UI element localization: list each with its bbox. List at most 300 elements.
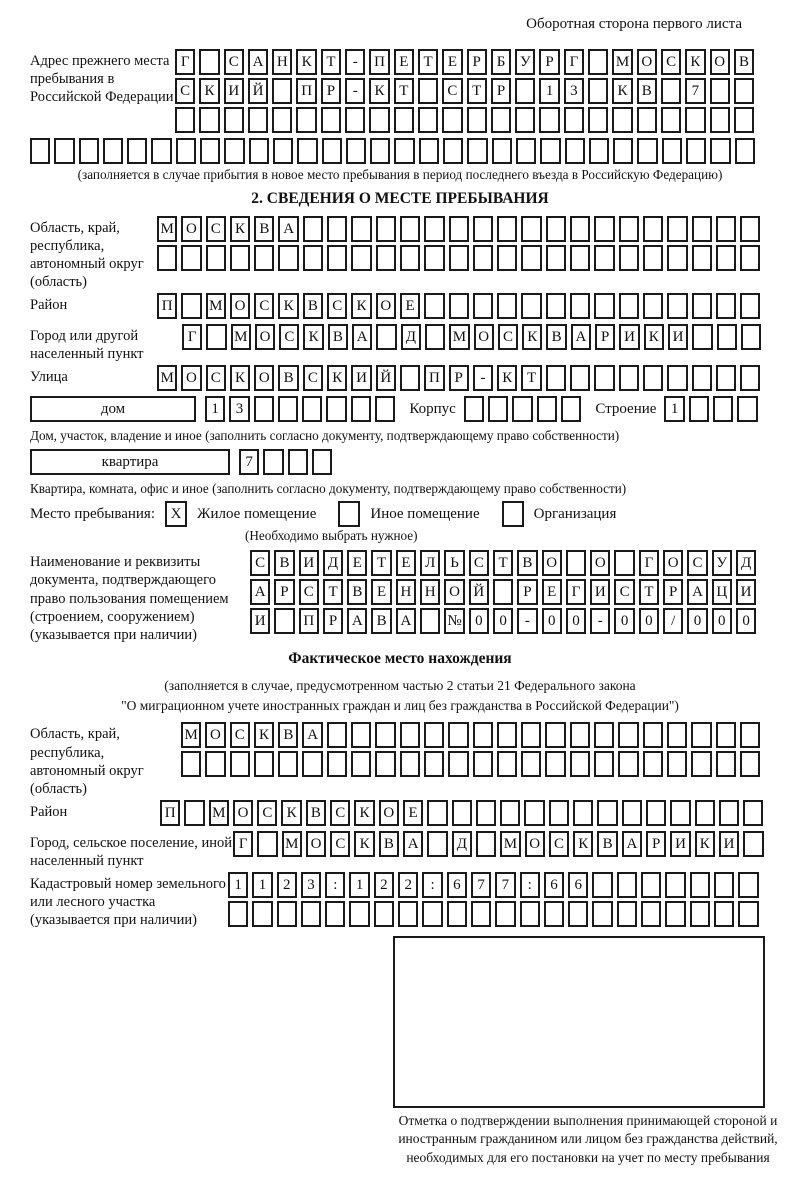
char-box[interactable] — [497, 245, 517, 271]
char-box[interactable]: С — [687, 550, 707, 576]
char-box[interactable] — [346, 138, 366, 164]
char-box[interactable]: Г — [564, 49, 584, 75]
char-box[interactable] — [370, 138, 390, 164]
char-box[interactable]: В — [274, 550, 294, 576]
char-box[interactable]: О — [444, 579, 464, 605]
char-box[interactable]: Р — [663, 579, 683, 605]
char-box[interactable] — [157, 245, 177, 271]
char-box[interactable] — [594, 293, 614, 319]
char-box[interactable]: С — [206, 216, 226, 242]
char-box[interactable] — [667, 722, 687, 748]
char-box[interactable] — [740, 245, 760, 271]
char-box[interactable]: В — [597, 831, 617, 857]
char-box[interactable] — [686, 138, 706, 164]
char-box[interactable]: П — [369, 49, 389, 75]
char-box[interactable]: 0 — [687, 608, 707, 634]
char-box[interactable]: О — [710, 49, 730, 75]
char-box[interactable]: В — [371, 608, 391, 634]
char-box[interactable] — [443, 138, 463, 164]
char-box[interactable] — [500, 800, 520, 826]
char-box[interactable]: О — [255, 324, 275, 350]
char-box[interactable] — [400, 245, 420, 271]
char-box[interactable] — [592, 901, 612, 927]
char-box[interactable] — [327, 216, 347, 242]
char-box[interactable] — [488, 396, 508, 422]
char-box[interactable] — [521, 722, 541, 748]
char-box[interactable] — [272, 78, 292, 104]
char-box[interactable] — [737, 396, 757, 422]
char-box[interactable]: С — [230, 722, 250, 748]
char-box[interactable]: 1 — [349, 872, 369, 898]
char-box[interactable]: Т — [371, 550, 391, 576]
char-box[interactable] — [224, 138, 244, 164]
char-box[interactable] — [288, 449, 308, 475]
char-box[interactable]: Е — [542, 579, 562, 605]
char-box[interactable]: 6 — [447, 872, 467, 898]
char-box[interactable]: М — [500, 831, 520, 857]
char-box[interactable] — [249, 138, 269, 164]
char-box[interactable] — [400, 216, 420, 242]
char-box[interactable]: Р — [491, 78, 511, 104]
char-box[interactable] — [734, 107, 754, 133]
char-box[interactable]: Е — [347, 550, 367, 576]
char-box[interactable]: 1 — [228, 872, 248, 898]
char-box[interactable] — [230, 245, 250, 271]
char-box[interactable]: А — [347, 608, 367, 634]
char-box[interactable] — [570, 216, 590, 242]
char-box[interactable]: П — [160, 800, 180, 826]
char-box[interactable]: О — [376, 293, 396, 319]
char-box[interactable]: Н — [420, 579, 440, 605]
char-box[interactable] — [497, 293, 517, 319]
char-box[interactable]: 7 — [239, 449, 259, 475]
char-box[interactable] — [710, 138, 730, 164]
char-box[interactable]: В — [278, 365, 298, 391]
char-box[interactable]: С — [299, 579, 319, 605]
char-box[interactable]: О — [590, 550, 610, 576]
char-box[interactable] — [272, 107, 292, 133]
char-box[interactable]: К — [278, 293, 298, 319]
char-box[interactable]: М — [181, 722, 201, 748]
char-box[interactable] — [661, 107, 681, 133]
char-box[interactable] — [321, 107, 341, 133]
char-box[interactable] — [449, 216, 469, 242]
char-box[interactable] — [561, 396, 581, 422]
char-box[interactable] — [661, 78, 681, 104]
char-box[interactable] — [716, 245, 736, 271]
char-box[interactable]: М — [209, 800, 229, 826]
char-box[interactable]: 0 — [469, 608, 489, 634]
char-box[interactable]: М — [449, 324, 469, 350]
char-box[interactable]: К — [230, 216, 250, 242]
char-box[interactable]: Л — [420, 550, 440, 576]
char-box[interactable]: 3 — [229, 396, 249, 422]
char-box[interactable] — [546, 365, 566, 391]
char-box[interactable]: 6 — [568, 872, 588, 898]
char-box[interactable]: С — [327, 293, 347, 319]
char-box[interactable] — [54, 138, 74, 164]
char-box[interactable] — [349, 901, 369, 927]
char-box[interactable] — [473, 722, 493, 748]
char-box[interactable] — [345, 107, 365, 133]
char-box[interactable]: О — [181, 365, 201, 391]
char-box[interactable] — [181, 751, 201, 777]
char-box[interactable] — [524, 800, 544, 826]
char-box[interactable] — [206, 245, 226, 271]
char-box[interactable]: К — [522, 324, 542, 350]
char-box[interactable] — [544, 901, 564, 927]
house-type-box[interactable]: дом — [30, 396, 196, 422]
char-box[interactable] — [515, 107, 535, 133]
char-box[interactable]: И — [224, 78, 244, 104]
char-box[interactable] — [278, 245, 298, 271]
char-box[interactable] — [257, 831, 277, 857]
char-box[interactable]: М — [282, 831, 302, 857]
char-box[interactable] — [716, 722, 736, 748]
char-box[interactable] — [302, 396, 322, 422]
char-box[interactable] — [520, 901, 540, 927]
char-box[interactable]: И — [299, 550, 319, 576]
char-box[interactable] — [248, 107, 268, 133]
char-box[interactable]: О — [525, 831, 545, 857]
char-box[interactable] — [254, 751, 274, 777]
char-box[interactable]: Р — [467, 49, 487, 75]
char-box[interactable] — [424, 216, 444, 242]
char-box[interactable] — [594, 751, 614, 777]
char-box[interactable] — [692, 365, 712, 391]
char-box[interactable] — [740, 751, 760, 777]
char-box[interactable] — [594, 365, 614, 391]
char-box[interactable]: В — [306, 800, 326, 826]
char-box[interactable] — [127, 138, 147, 164]
char-box[interactable] — [667, 365, 687, 391]
char-box[interactable]: Н — [272, 49, 292, 75]
char-box[interactable] — [351, 722, 371, 748]
char-box[interactable]: Т — [418, 49, 438, 75]
char-box[interactable]: С — [257, 800, 277, 826]
char-box[interactable] — [521, 293, 541, 319]
char-box[interactable] — [564, 107, 584, 133]
char-box[interactable] — [691, 722, 711, 748]
char-box[interactable]: Т — [493, 550, 513, 576]
char-box[interactable] — [473, 245, 493, 271]
char-box[interactable]: Е — [394, 49, 414, 75]
char-box[interactable]: Г — [566, 579, 586, 605]
char-box[interactable] — [351, 245, 371, 271]
char-box[interactable] — [420, 608, 440, 634]
char-box[interactable]: С — [250, 550, 270, 576]
char-box[interactable] — [643, 365, 663, 391]
char-box[interactable]: О — [306, 831, 326, 857]
char-box[interactable]: Т — [323, 579, 343, 605]
char-box[interactable]: А — [278, 216, 298, 242]
char-box[interactable] — [448, 751, 468, 777]
char-box[interactable] — [565, 138, 585, 164]
char-box[interactable] — [516, 138, 536, 164]
char-box[interactable] — [549, 800, 569, 826]
char-box[interactable] — [301, 901, 321, 927]
char-box[interactable] — [646, 800, 666, 826]
char-box[interactable] — [573, 800, 593, 826]
char-box[interactable]: В — [734, 49, 754, 75]
char-box[interactable] — [710, 78, 730, 104]
char-box[interactable] — [714, 901, 734, 927]
char-box[interactable] — [570, 245, 590, 271]
char-box[interactable] — [670, 800, 690, 826]
char-box[interactable]: О — [474, 324, 494, 350]
char-box[interactable] — [464, 396, 484, 422]
char-box[interactable] — [594, 216, 614, 242]
char-box[interactable] — [743, 831, 763, 857]
char-box[interactable] — [719, 800, 739, 826]
char-box[interactable] — [546, 245, 566, 271]
char-box[interactable] — [278, 396, 298, 422]
char-box[interactable] — [199, 49, 219, 75]
char-box[interactable] — [325, 901, 345, 927]
char-box[interactable]: Б — [491, 49, 511, 75]
char-box[interactable] — [351, 216, 371, 242]
char-box[interactable] — [327, 751, 347, 777]
char-box[interactable] — [618, 722, 638, 748]
char-box[interactable] — [695, 800, 715, 826]
char-box[interactable]: В — [379, 831, 399, 857]
char-box[interactable]: В — [347, 579, 367, 605]
char-box[interactable] — [473, 216, 493, 242]
checkbox-organizaciya[interactable] — [502, 501, 524, 527]
char-box[interactable]: К — [281, 800, 301, 826]
char-box[interactable] — [738, 901, 758, 927]
char-box[interactable] — [714, 872, 734, 898]
char-box[interactable]: 0 — [736, 608, 756, 634]
char-box[interactable]: И — [719, 831, 739, 857]
char-box[interactable]: К — [695, 831, 715, 857]
char-box[interactable] — [617, 872, 637, 898]
char-box[interactable]: А — [622, 831, 642, 857]
char-box[interactable]: М — [231, 324, 251, 350]
char-box[interactable]: И — [670, 831, 690, 857]
char-box[interactable] — [643, 751, 663, 777]
char-box[interactable]: Г — [175, 49, 195, 75]
char-box[interactable]: Е — [442, 49, 462, 75]
char-box[interactable] — [710, 107, 730, 133]
char-box[interactable] — [422, 901, 442, 927]
char-box[interactable]: С — [469, 550, 489, 576]
char-box[interactable]: В — [328, 324, 348, 350]
char-box[interactable] — [424, 722, 444, 748]
char-box[interactable] — [476, 831, 496, 857]
char-box[interactable] — [400, 365, 420, 391]
char-box[interactable] — [570, 751, 590, 777]
char-box[interactable] — [322, 138, 342, 164]
char-box[interactable] — [667, 751, 687, 777]
char-box[interactable] — [442, 107, 462, 133]
char-box[interactable] — [491, 107, 511, 133]
char-box[interactable] — [351, 396, 371, 422]
char-box[interactable] — [545, 722, 565, 748]
char-box[interactable] — [278, 751, 298, 777]
char-box[interactable] — [738, 872, 758, 898]
char-box[interactable]: К — [327, 365, 347, 391]
char-box[interactable]: 7 — [471, 872, 491, 898]
char-box[interactable] — [667, 216, 687, 242]
char-box[interactable] — [424, 245, 444, 271]
char-box[interactable]: О — [637, 49, 657, 75]
char-box[interactable]: Р — [539, 49, 559, 75]
char-box[interactable]: - — [345, 49, 365, 75]
apartment-type-box[interactable]: квартира — [30, 449, 230, 475]
char-box[interactable]: К — [685, 49, 705, 75]
char-box[interactable]: О — [230, 293, 250, 319]
char-box[interactable]: С — [549, 831, 569, 857]
char-box[interactable] — [597, 800, 617, 826]
char-box[interactable] — [327, 245, 347, 271]
char-box[interactable] — [424, 751, 444, 777]
char-box[interactable]: : — [325, 872, 345, 898]
char-box[interactable] — [740, 722, 760, 748]
char-box[interactable]: Й — [376, 365, 396, 391]
char-box[interactable]: Г — [182, 324, 202, 350]
char-box[interactable] — [418, 107, 438, 133]
char-box[interactable]: Д — [401, 324, 421, 350]
char-box[interactable] — [376, 216, 396, 242]
char-box[interactable] — [637, 107, 657, 133]
char-box[interactable]: Й — [248, 78, 268, 104]
char-box[interactable]: К — [612, 78, 632, 104]
char-box[interactable]: О — [663, 550, 683, 576]
char-box[interactable]: В — [637, 78, 657, 104]
char-box[interactable] — [619, 293, 639, 319]
char-box[interactable]: - — [473, 365, 493, 391]
char-box[interactable]: О — [205, 722, 225, 748]
char-box[interactable]: К — [644, 324, 664, 350]
char-box[interactable] — [685, 107, 705, 133]
char-box[interactable]: 0 — [566, 608, 586, 634]
char-box[interactable] — [692, 245, 712, 271]
char-box[interactable]: К — [369, 78, 389, 104]
char-box[interactable]: Д — [736, 550, 756, 576]
char-box[interactable] — [351, 751, 371, 777]
char-box[interactable]: И — [619, 324, 639, 350]
char-box[interactable] — [200, 138, 220, 164]
char-box[interactable] — [643, 216, 663, 242]
char-box[interactable] — [537, 396, 557, 422]
char-box[interactable]: И — [668, 324, 688, 350]
char-box[interactable] — [741, 324, 761, 350]
char-box[interactable]: К — [230, 365, 250, 391]
char-box[interactable]: К — [354, 800, 374, 826]
char-box[interactable]: В — [517, 550, 537, 576]
char-box[interactable] — [692, 216, 712, 242]
char-box[interactable] — [277, 901, 297, 927]
char-box[interactable] — [665, 872, 685, 898]
char-box[interactable]: К — [351, 293, 371, 319]
char-box[interactable] — [447, 901, 467, 927]
char-box[interactable]: 2 — [398, 872, 418, 898]
char-box[interactable] — [425, 324, 445, 350]
char-box[interactable] — [273, 138, 293, 164]
char-box[interactable]: Е — [403, 800, 423, 826]
char-box[interactable]: И — [736, 579, 756, 605]
char-box[interactable] — [521, 245, 541, 271]
char-box[interactable] — [716, 216, 736, 242]
char-box[interactable]: П — [299, 608, 319, 634]
char-box[interactable] — [175, 107, 195, 133]
char-box[interactable] — [734, 78, 754, 104]
char-box[interactable] — [398, 901, 418, 927]
char-box[interactable]: С — [661, 49, 681, 75]
char-box[interactable]: М — [206, 293, 226, 319]
char-box[interactable] — [740, 293, 760, 319]
char-box[interactable]: П — [157, 293, 177, 319]
char-box[interactable] — [689, 396, 709, 422]
char-box[interactable] — [497, 751, 517, 777]
char-box[interactable] — [622, 800, 642, 826]
char-box[interactable]: В — [303, 293, 323, 319]
char-box[interactable] — [254, 245, 274, 271]
char-box[interactable]: А — [687, 579, 707, 605]
char-box[interactable]: К — [296, 49, 316, 75]
char-box[interactable] — [327, 722, 347, 748]
char-box[interactable]: 3 — [301, 872, 321, 898]
char-box[interactable]: А — [250, 579, 270, 605]
char-box[interactable] — [467, 138, 487, 164]
char-box[interactable] — [467, 107, 487, 133]
char-box[interactable]: 0 — [614, 608, 634, 634]
char-box[interactable]: 1 — [205, 396, 225, 422]
char-box[interactable] — [568, 901, 588, 927]
char-box[interactable]: И — [590, 579, 610, 605]
char-box[interactable]: 1 — [664, 396, 684, 422]
char-box[interactable] — [228, 901, 248, 927]
char-box[interactable] — [619, 216, 639, 242]
char-box[interactable]: Й — [469, 579, 489, 605]
char-box[interactable]: Е — [396, 550, 416, 576]
char-box[interactable] — [570, 722, 590, 748]
char-box[interactable] — [619, 365, 639, 391]
char-box[interactable]: С — [498, 324, 518, 350]
char-box[interactable]: В — [278, 722, 298, 748]
char-box[interactable]: К — [254, 722, 274, 748]
char-box[interactable] — [588, 107, 608, 133]
char-box[interactable]: Г — [639, 550, 659, 576]
char-box[interactable] — [690, 872, 710, 898]
char-box[interactable]: А — [396, 608, 416, 634]
char-box[interactable]: - — [345, 78, 365, 104]
char-box[interactable] — [297, 138, 317, 164]
char-box[interactable]: К — [354, 831, 374, 857]
char-box[interactable] — [643, 245, 663, 271]
char-box[interactable] — [546, 293, 566, 319]
char-box[interactable] — [492, 138, 512, 164]
char-box[interactable] — [643, 293, 663, 319]
char-box[interactable]: У — [515, 49, 535, 75]
char-box[interactable] — [566, 550, 586, 576]
char-box[interactable] — [176, 138, 196, 164]
char-box[interactable]: У — [712, 550, 732, 576]
char-box[interactable]: Р — [646, 831, 666, 857]
char-box[interactable] — [665, 901, 685, 927]
char-box[interactable] — [612, 107, 632, 133]
char-box[interactable] — [449, 293, 469, 319]
char-box[interactable] — [740, 216, 760, 242]
char-box[interactable] — [374, 901, 394, 927]
char-box[interactable] — [181, 293, 201, 319]
char-box[interactable] — [181, 245, 201, 271]
char-box[interactable]: Г — [233, 831, 253, 857]
char-box[interactable] — [79, 138, 99, 164]
char-box[interactable]: 0 — [639, 608, 659, 634]
char-box[interactable]: А — [248, 49, 268, 75]
